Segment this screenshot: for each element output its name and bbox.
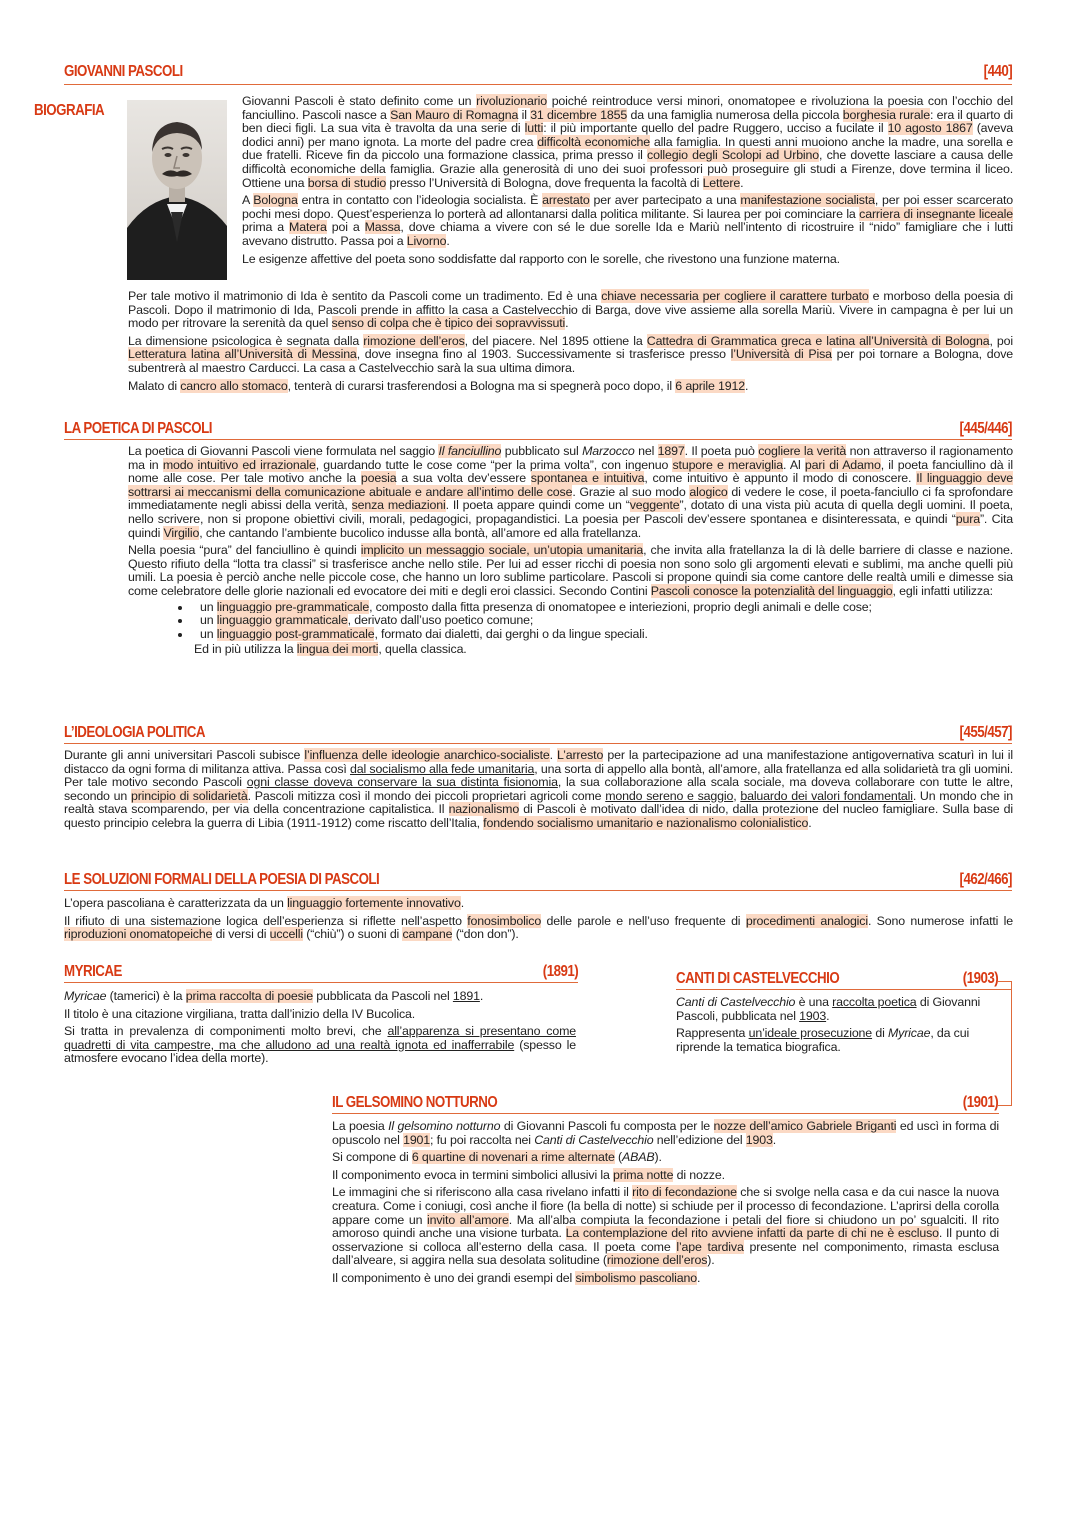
biografia-text xyxy=(242,95,1013,270)
highlight: procedimenti analogici xyxy=(745,913,868,928)
page-ref: [440] xyxy=(983,63,1012,80)
myricae-ref: (1891) xyxy=(542,963,578,980)
poetica-bullets xyxy=(128,601,1013,642)
highlight: linguaggio fortemente innovativo xyxy=(287,896,461,910)
highlight: rivoluzionario xyxy=(476,94,548,108)
myricae-p3: Si tratta in prevalenza di componimenti molto brevi, che all’apparenza si presentano come quadretti di vita campestre, ma che alludono ad una realtà ignota ed inafferrabile (spesso le atmosfere evocano l’idea della morte). xyxy=(64,1024,577,1066)
canti-rule xyxy=(676,989,1012,990)
highlight: arrestato xyxy=(542,193,590,208)
highlight: pura xyxy=(955,511,980,526)
highlight: l’influenza delle ideologie anarchico-socialiste xyxy=(304,748,550,762)
highlight: Pascoli conosce la potenzialità del linguaggio xyxy=(650,583,893,598)
biografia-p3: Le esigenze affettive del poeta sono soddisfatte dal rapporto con le sorelle, che rivestono una funzione materna. xyxy=(242,251,840,266)
list-item: • un linguaggio grammaticale, derivato dall’uso poetico comune; xyxy=(192,614,1013,628)
italic-text: Myricae xyxy=(64,989,107,1003)
highlight: implicito un messaggio sociale, un’utopia umanitaria xyxy=(360,543,644,558)
highlight: l’Università di Pisa xyxy=(730,347,832,362)
highlight: Il fanciullino xyxy=(438,444,502,458)
canti-text xyxy=(676,996,984,1058)
soluzioni-text xyxy=(64,897,1013,946)
ideologia-p1: Durante gli anni universitari Pascoli subisce l’influenza delle ideologie anarchico-socialiste. L’arresto per la partecipazione ad una manifestazione antigovernativa scaturì in lui il distacco da ogni forma di militanza attiva. Passa così dal socialismo alla fede umanitaria, una sorta di appello alla bontà, all’amore, alla fratellanza ed alla solidarietà tra gli uomini. Per tale motivo secondo Pascoli ogni classe doveva conservare la sua distinta fisionomia, la sua collaborazione alla scala sociale, ma doveva collaborare con tutte le altre, secondo un principio di solidarietà. Pascoli mitizza così il mondo dei piccoli proprietari agricoli come mondo sereno e saggio, baluardo dei valori fondamentali. Un mondo che in realtà stava scomparendo, per via della concentrazione capitalistica. Il nazionalismo di Pascoli è motivato dall’idea di nido, dalla protezione del nucleo famigliare. Sulla base di questo principio celebra la guerra di Libia (1911-1912) come riscatto dell’Italia, fondendo socialismo umanitario e nazionalismo colonialistico. xyxy=(64,748,1013,830)
highlight: campane xyxy=(402,927,453,942)
gelsomino-p2: Si compone di 6 quartine di novenari a rime alternate (ABAB). xyxy=(332,1150,662,1165)
myricae-title: MYRICAE xyxy=(64,963,122,980)
highlight: L’arresto xyxy=(557,748,604,762)
soluzioni-title: LE SOLUZIONI FORMALI DELLA POESIA DI PASCOLI xyxy=(64,871,380,888)
poetica-p1: La poetica di Giovanni Pascoli viene formulata nel saggio Il fanciullino pubblicato sul Marzocco nel 1897. Il poeta può cogliere la verità non attraverso il ragionamento ma in modo intuitivo ed irrazionale, guardando tutte le cose come “per la prima volta”, con ingenuo stupore e meraviglia. Al pari di Adamo, il poeta fanciullino dà il nome alle cose. Per tale motivo anche la poesia a sua volta dev’essere spontanea e intuitiva, come intuitivo è appunto il modo di conoscere. Il linguaggio deve sottrarsi ai meccanismi della comunicazione abituale e andare all’intimo delle cose. Grazie al suo modo alogico di vedere le cose, il poeta-fanciullo ci fa sprofondare immediatamente negli abissi della verità, senza mediazioni. Il poeta appare quindi come un “veggente”, dotato di una vista più acuta di quella degli uomini. Il poeta, nello scrivere, non si propone obiettivi civili, morali, pedagogici, propagandistici. La poesia per Pascoli dev’essere spontanea e disinteressata, e quindi “pura”. Cita quindi Virgilio, che cantando l’ambiente bucolico indusse alla bontà, all’amore ed alla fratellanza. xyxy=(128,444,1014,540)
highlight: prima raccolta di poesie xyxy=(185,989,313,1003)
page-title: GIOVANNI PASCOLI xyxy=(64,63,183,80)
canti-p2: Rappresenta un’ideale prosecuzione di Myricae, da cui riprende la tematica biografica. xyxy=(676,1026,970,1054)
underline: raccolta poetica xyxy=(832,995,917,1009)
highlight: Cattedra di Grammatica greca e latina all’Università di Bologna xyxy=(646,333,990,348)
highlight: Lettere xyxy=(702,175,741,190)
highlight: Bologna xyxy=(253,193,298,208)
ideologia-rule xyxy=(64,743,1012,744)
underline: ogni classe doveva conservare la sua distinta fisionomia xyxy=(246,775,558,790)
canti-title: CANTI DI CASTELVECCHIO xyxy=(676,970,840,987)
highlight: senso di colpa che è tipico dei sopravvissuti xyxy=(331,316,566,331)
poetica-ref: [445/446] xyxy=(959,420,1012,437)
highlight: modo intuitivo ed irrazionale xyxy=(162,457,316,472)
highlight: chiave necessaria per cogliere il carattere turbato xyxy=(601,289,869,303)
highlight: prima notte xyxy=(612,1167,674,1182)
highlight: fonosimbolico xyxy=(467,913,542,928)
highlight: cancro allo stomaco xyxy=(180,378,288,393)
highlight: senza mediazioni xyxy=(351,498,446,513)
highlight: l’ape tardiva xyxy=(676,1239,744,1254)
highlight: nozze dell’amico Gabriele Briganti xyxy=(713,1119,897,1133)
portrait-svg xyxy=(127,100,227,280)
highlight: borsa di studio xyxy=(307,175,387,190)
poetica-p3: Ed in più utilizza la lingua dei morti, quella classica. xyxy=(194,642,467,657)
italic-text: Canti di Castelvecchio xyxy=(676,995,796,1009)
highlight: stupore e meraviglia xyxy=(672,457,784,472)
gelsomino-p4: Le immagini che si riferiscono alla casa rivelano infatti il rito di fecondazione che si svolge nella casa e da cui nasce la nuova creatura. Come i coniugi, così anche il fiore (la bella di notte) si schiude per il processo di fecondazione. L’aprirsi della corolla appare come un invito all’amore. Ma all’alba compiuta la fecondazione i petali del fiore si chiudono un po’ sgualciti. Il rito amoroso quindi anche una visione turbata. La contemplazione del rito avviene infatti da parte di chi ne è escluso. Il punto di osservazione si colloca all’esterno della casa. Il poeta come l’ape tardiva presente nel componimento, rimasta esclusa dall’alveare, si aggira nella sua desolata solitudine (rimozione dell’eros). xyxy=(332,1185,1000,1268)
highlight: linguaggio pre-grammaticale xyxy=(216,599,370,614)
biografia-text-2 xyxy=(128,290,1013,397)
poetica-rule xyxy=(64,439,1012,440)
portrait-image xyxy=(127,100,227,280)
gelsomino-rule xyxy=(332,1113,999,1114)
highlight: Il linguaggio deve sottrarsi ai meccanismi della comunicazione abituale e andare all’intimo delle cose xyxy=(128,471,1014,499)
italic-text: ABAB xyxy=(622,1150,655,1165)
highlight: difficoltà economiche xyxy=(537,134,651,149)
highlight: simbolismo pascoliano xyxy=(575,1270,697,1285)
highlight: alogico xyxy=(689,484,728,499)
highlight: pari di Adamo xyxy=(804,457,881,472)
highlight: Massa xyxy=(364,220,401,235)
gelsomino-p5: Il componimento è uno dei grandi esempi del simbolismo pascoliano. xyxy=(332,1270,701,1285)
highlight: spontanea e intuitiva xyxy=(530,471,645,486)
underline: baluardo dei valori fondamentali xyxy=(740,788,913,803)
poetica-title: LA POETICA DI PASCOLI xyxy=(64,420,212,437)
soluzioni-rule xyxy=(64,890,1012,891)
soluzioni-ref: [462/466] xyxy=(959,871,1012,888)
highlight: uccelli xyxy=(269,927,303,942)
italic-text: Marzocco xyxy=(582,444,635,458)
myricae-p1: Myricae (tamerici) è la prima raccolta di poesie pubblicata da Pascoli nel 1891. xyxy=(64,989,484,1003)
highlight: borghesia rurale xyxy=(842,107,930,122)
underline: un’ideale prosecuzione xyxy=(748,1026,873,1041)
highlight: 10 agosto 1867 xyxy=(887,121,973,136)
myricae-text xyxy=(64,990,576,1070)
highlight: poesia xyxy=(360,471,397,486)
ideologia-title: L’IDEOLOGIA POLITICA xyxy=(64,724,206,741)
italic-text: Il gelsomino notturno xyxy=(388,1119,501,1133)
highlight: Virgilio xyxy=(163,525,200,540)
highlight: principio di solidarietà xyxy=(130,788,248,803)
gelsomino-ref: (1901) xyxy=(962,1094,998,1111)
highlight: La contemplazione del rito avviene infatti da parte di chi ne è escluso xyxy=(565,1226,939,1241)
underline: dal socialismo alla fede umanitaria xyxy=(350,761,535,776)
highlight: linguaggio post-grammaticale xyxy=(216,626,375,641)
highlight: 1901 xyxy=(403,1132,431,1147)
poetica-p2: Nella poesia “pura” del fanciullino è quindi implicito un messaggio sociale, un’utopia umanitaria, che invita alla fratellanza la di là delle barriere di classe e nazione. Questo rifiuto della “lotta tra classi” si trasferisce anche nello stile. Per lui ad esser ricchi di poesia non sono solo gli argomenti elevati e sublimi, ma anche quelli più umili. La poesia è perciò anche nelle piccole cose, che hanno un loro sublime particolare. Pascoli si propone quindi sia come cantore delle realtà umili e dimesse sia come celebratore delle glorie nazionali ed evocatore dei miti e degli eroi classici. Secondo Contini Pascoli conosce la potenzialità del linguaggio, egli infatti utilizza: xyxy=(128,543,1014,598)
underline: 1891 xyxy=(452,989,480,1003)
highlight: linguaggio grammaticale xyxy=(216,613,348,628)
myricae-rule xyxy=(64,982,578,983)
connector-line xyxy=(998,981,1012,1106)
highlight: 6 quartine di novenari a rime alternate xyxy=(411,1150,615,1165)
italic-text: Myricae xyxy=(887,1026,931,1041)
highlight: Matera xyxy=(289,220,327,235)
list-item: • un linguaggio post-grammaticale, formato dai dialetti, dai gerghi o da lingue speciali. xyxy=(192,628,1013,642)
highlight: lutti xyxy=(524,121,544,136)
highlight: 6 aprile 1912 xyxy=(675,378,745,393)
biografia-p5: La dimensione psicologica è segnata dalla rimozione dell’eros, del piacere. Nel 1895 ottiene la Cattedra di Grammatica greca e latina all’Università di Bologna, poi Letteratura latina all’Università di Messina, dove insegna fino al 1903. Successivamente si trasferisce presso l’Università di Pisa per poi tornare a Bologna, dove subentrerà al maestro Carducci. La casa a Castelvecchio sarà la sua ultima dimora. xyxy=(128,333,1014,375)
soluzioni-p2: Il rifiuto di una sistemazione logica dell’esperienza si riflette nell’aspetto fonosimbolico delle parole e nell’uso frequente di procedimenti analogici. Sono numerose infatti le riproduzioni onomatopeiche di versi di uccelli (“chiù”) o suoni di campane (“don don”). xyxy=(64,913,1014,942)
highlight: veggente xyxy=(629,498,680,513)
underline: 1903 xyxy=(799,1008,827,1023)
gelsomino-p1: La poesia Il gelsomino notturno di Giovanni Pascoli fu composta per le nozze dell’amico Gabriele Briganti ed uscì in forma di opuscolo nel 1901; fu poi raccolta nei Canti di Castelvecchio nell’edizione del 1903. xyxy=(332,1119,999,1147)
biografia-p4: Per tale motivo il matrimonio di Ida è sentito da Pascoli come un tradimento. Ed è una chiave necessaria per cogliere il carattere turbato e morboso della poesia di Pascoli. Dopo il matrimonio di Ida, Pascoli prende in affitto la casa a Castelvecchio di Barga, dove vive assieme alla sorella Mariù. Vivere in campagna è per lui un modo per ritrovare la serenità da quel senso di colpa che è tipico dei sopravvissuti. xyxy=(128,289,1014,331)
biografia-label: BIOGRAFIA xyxy=(34,102,105,119)
highlight: 31 dicembre 1855 xyxy=(530,107,628,122)
italic-text: Canti di Castelvecchio xyxy=(534,1132,654,1147)
highlight: rimozione dell’eros xyxy=(363,333,465,348)
highlight: 1897 xyxy=(657,444,685,458)
biografia-p1: Giovanni Pascoli è stato definito come un rivoluzionario poiché reintroduce versi minori, onomatopee e rivoluziona la poesia con l’occhio del fanciullino. Pascoli nasce a San Mauro di Romagna il 31 dicembre 1855 da una famiglia numerosa della piccola borghesia rurale: era il quarto di ben dieci figli. La sua vita è travolta da una serie di lutti: il più importante quello del padre Ruggero, ucciso a fucilate il 10 agosto 1867 (aveva dodici anni) per mano ignota. La morte del padre crea difficoltà economiche alla famiglia. In questi anni muoiono anche la madre, una sorella e due fratelli. Riceve fin da piccolo una formazione classica, prima presso il collegio degli Scolopi ad Urbino, che dovette lasciare a causa delle difficoltà economiche della famiglia. Grazie alla generosità di uno dei suoi professori può proseguire gli studi a Firenze, dove termina il liceo. Ottiene una borsa di studio presso l’Università di Bologna, dove frequenta la facoltà di Lettere. xyxy=(242,94,1014,190)
highlight: 1903 xyxy=(745,1132,773,1147)
biografia-p6: Malato di cancro allo stomaco, tenterà di curarsi trasferendosi a Bologna ma si spegnerà poco dopo, il 6 aprile 1912. xyxy=(128,378,749,393)
canti-p1: Canti di Castelvecchio è una raccolta poetica di Giovanni Pascoli, pubblicata nel 1903. xyxy=(676,995,981,1023)
highlight: Livorno xyxy=(406,233,447,248)
highlight: San Mauro di Romagna xyxy=(390,107,519,122)
gelsomino-title: IL GELSOMINO NOTTURNO xyxy=(332,1094,498,1111)
highlight: carriera di insegnante liceale xyxy=(859,206,1013,221)
biografia-p2: A Bologna entra in contatto con l’ideologia socialista. È arrestato per aver partecipato a una manifestazione socialista, per poi esser scarcerato pochi mesi dopo. Quest’esperienza lo porterà ad allontanarsi dalla politica militante. Si laurea per poi cominciare la carriera di insegnante liceale prima a Matera poi a Massa, dove chiama a vivere con sé le due sorelle Ida e Mariù nell’intento di ricostruire il “nido” famigliare che i lutti avevano distrutto. Passa poi a Livorno. xyxy=(242,193,1013,248)
myricae-p2: Il titolo è una citazione virgiliana, tratta dall’inizio della IV Bucolica. xyxy=(64,1006,416,1021)
highlight: collegio degli Scolopi ad Urbino xyxy=(647,148,820,163)
highlight: manifestazione socialista xyxy=(740,193,875,208)
highlight: rimozione dell’eros xyxy=(606,1253,708,1268)
gelsomino-text xyxy=(332,1120,999,1290)
gelsomino-p3: Il componimento evoca in termini simbolici allusivi la prima notte di nozze. xyxy=(332,1167,725,1182)
highlight: Letteratura latina all’Università di Messina xyxy=(128,347,357,362)
title-rule xyxy=(64,84,1012,85)
highlight: riproduzioni onomatopeiche xyxy=(64,927,213,942)
highlight: fondendo socialismo umanitario e nazionalismo colonialistico xyxy=(483,815,809,830)
highlight: invito all’amore xyxy=(427,1212,509,1227)
highlight: cogliere la verità xyxy=(758,444,847,458)
highlight: rito di fecondazione xyxy=(632,1185,737,1200)
ideologia-ref: [455/457] xyxy=(959,724,1012,741)
list-item: • un linguaggio pre-grammaticale, composto dalla fitta presenza di onomatopee e interiezioni, proprio degli animali e delle cose; xyxy=(192,601,1013,615)
poetica-text xyxy=(128,445,1013,661)
canti-ref: (1903) xyxy=(962,970,998,987)
underline: all’apparenza si presentano come quadretti di vita campestre, ma che alludono ad una realtà ignota ed inafferrabile xyxy=(64,1024,576,1052)
highlight: nazionalismo xyxy=(448,802,520,817)
ideologia-text xyxy=(64,749,1013,835)
highlight: lingua dei morti xyxy=(296,642,379,657)
underline: mondo sereno e saggio xyxy=(605,788,734,803)
soluzioni-p1: L’opera pascoliana è caratterizzata da un linguaggio fortemente innovativo. xyxy=(64,896,464,910)
